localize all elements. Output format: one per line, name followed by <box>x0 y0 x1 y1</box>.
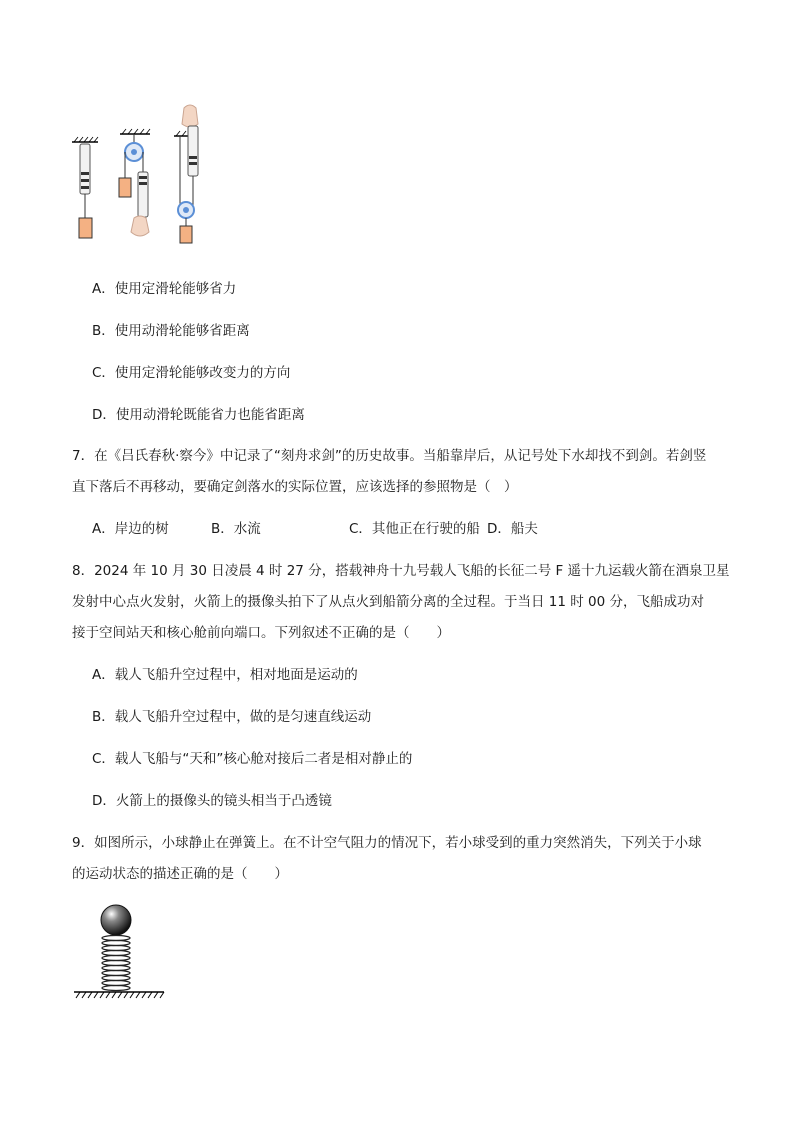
fixed-pulley-setup <box>119 129 150 236</box>
q8-stem-line2: 发射中心点火发射，火箭上的摄像头拍下了从点火到船箭分离的全过程。于当日 11 时 00 分，飞船成功对 <box>72 594 705 610</box>
pulley-figure <box>68 100 208 250</box>
q6-option-b: B．使用动滑轮能够省距离 <box>92 323 250 339</box>
q7-option-a: A．岸边的树 <box>92 521 169 537</box>
q8-option-c: C．载人飞船与“天和”核心舱对接后二者是相对静止的 <box>92 751 413 767</box>
q9-stem-line1: 9．如图所示，小球静止在弹簧上。在不计空气阻力的情况下，若小球受到的重力突然消失，下列关于小球 <box>72 835 702 851</box>
q7-stem-line2: 直下落后不再移动，要确定剑落水的实际位置，应该选择的参照物是（ ） <box>72 479 518 495</box>
q7-option-c: C．其他正在行驶的船 <box>349 521 480 537</box>
ground <box>74 992 164 998</box>
q7-option-b: B．水流 <box>211 521 261 537</box>
movable-pulley-setup <box>174 105 198 243</box>
q8-option-b: B．载人飞船升空过程中，做的是匀速直线运动 <box>92 709 372 725</box>
spring <box>102 936 130 991</box>
q8-stem-line1: 8．2024 年 10 月 30 日凌晨 4 时 27 分，搭载神舟十九号载人飞船的长征二号 F 遥十九运载火箭在酒泉卫星 <box>72 563 730 579</box>
q6-option-c: C．使用定滑轮能够改变力的方向 <box>92 365 291 381</box>
q6-option-a: A．使用定滑轮能够省力 <box>92 281 237 297</box>
q6-option-d: D．使用动滑轮既能省力也能省距离 <box>92 407 305 423</box>
fixed-scale-setup <box>72 137 98 238</box>
ball-spring-figure <box>72 902 172 1002</box>
q8-option-d: D．火箭上的摄像头的镜头相当于凸透镜 <box>92 793 332 809</box>
q7-option-d: D．船夫 <box>487 521 538 537</box>
q7-stem-line1: 7．在《吕氏春秋·察今》中记录了“刻舟求剑”的历史故事。当船靠岸后，从记号处下水却找不到剑。若剑竖 <box>72 448 707 464</box>
q8-option-a: A．载人飞船升空过程中，相对地面是运动的 <box>92 667 358 683</box>
ball <box>101 905 131 935</box>
q9-stem-line2: 的运动状态的描述正确的是（ ） <box>72 866 288 882</box>
q8-stem-line3: 接于空间站天和核心舱前向端口。下列叙述不正确的是（ ） <box>72 625 450 641</box>
